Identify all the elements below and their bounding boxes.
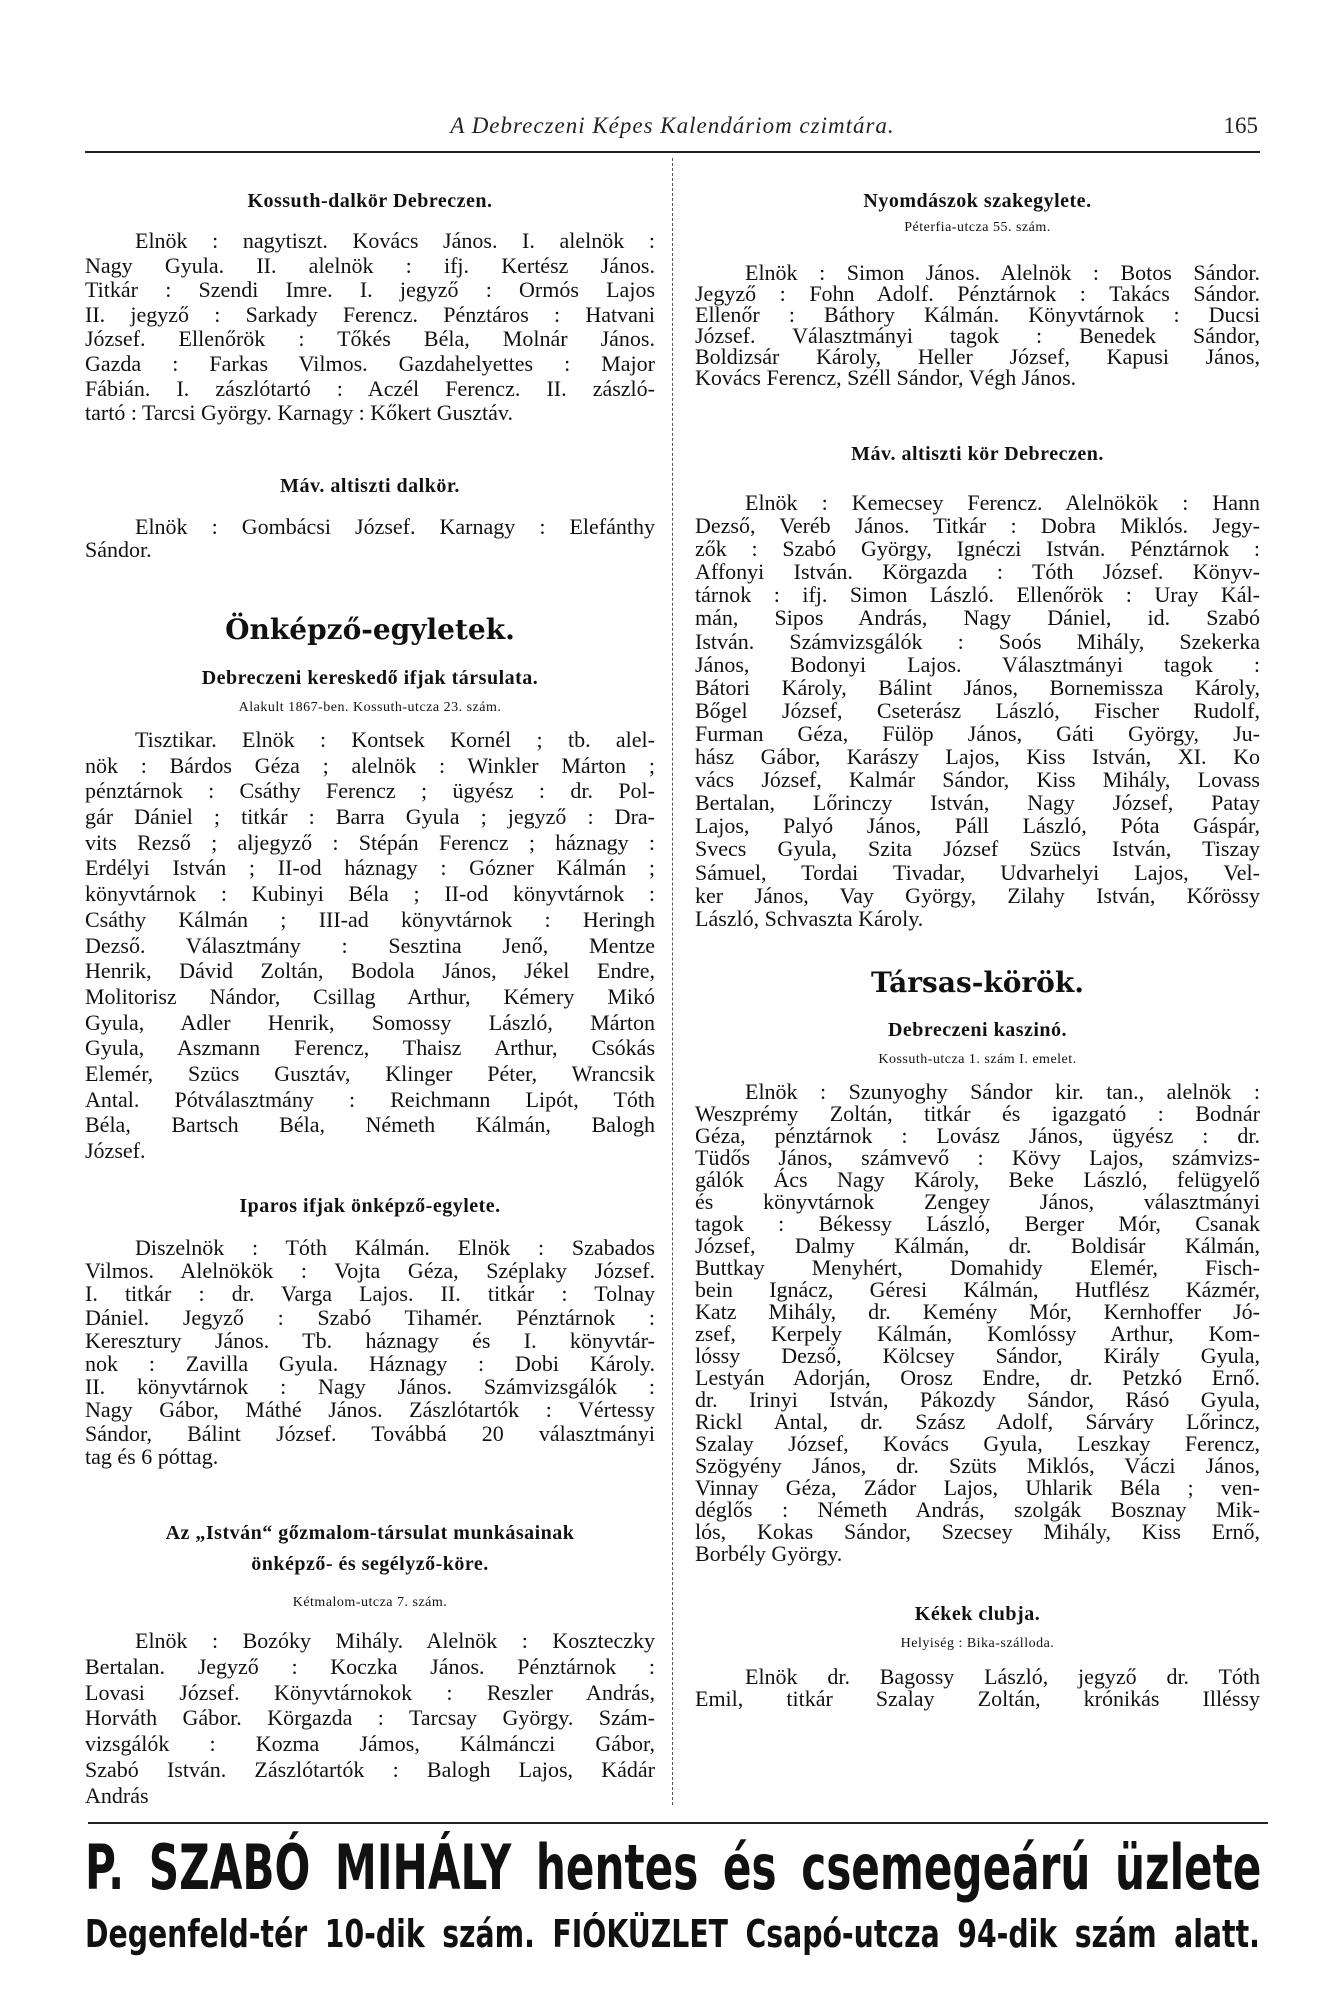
section-heading: Máv. altiszti kör Debreczen. <box>851 443 1104 465</box>
text-line: lóssy Dezső, Kölcsey Sándor, Király Gyula, <box>695 1343 1260 1368</box>
text-line: Erdélyi István ; II-od háznagy : Gózner Kálmán ; <box>85 855 655 881</box>
text-line: hász Gábor, Karászy Lajos, Kiss István, XI. Ko <box>695 744 1260 770</box>
text-line: Tüdős János, számvevő : Kövy Lajos, számvizs- <box>695 1145 1260 1170</box>
text-line: Dániel. Jegyző : Szabó Tihamér. Pénztárnok : <box>85 1304 655 1330</box>
text-line: Gyula, Aszmann Ferencz, Thaisz Arthur, Csókás <box>85 1035 655 1061</box>
text-line: zsef, Kerpely Kálmán, Komlóssy Arthur, Kom- <box>695 1321 1260 1346</box>
text-line: Sándor, Bálint József. Továbbá 20 választmányi <box>85 1420 655 1446</box>
section-body <box>85 727 655 1164</box>
text-line: Molitorisz Nándor, Csillag Arthur, Kémery Mikó <box>85 983 655 1009</box>
text-line: bein Ignácz, Géresi Kálmán, Hutflész Kázmér, <box>695 1277 1260 1302</box>
text-line: Henrik, Dávid Zoltán, Bodola János, Jékel Endre, <box>85 958 655 984</box>
section-body <box>85 229 655 426</box>
text-line: Szögyény János, dr. Szüts Miklós, Váczi János, <box>695 1453 1260 1478</box>
text-line: Lajos, Palyó János, Páll László, Póta Gáspár, <box>695 813 1260 839</box>
section-body <box>85 1628 655 1809</box>
text-line: János, Bodonyi Lajos. Választmányi tagok : <box>695 651 1260 677</box>
text-line: Elnök : Simon János. Alelnök : Botos Sándor. <box>745 260 1260 285</box>
section-body <box>85 1236 655 1468</box>
section-body <box>695 1081 1260 1565</box>
section-heading: Debreczeni kereskedő ifjak társulata. <box>201 667 539 689</box>
section-address: Kétmalom-utcza 7. szám. <box>292 1595 448 1610</box>
text-line: nok : Zavilla Gyula. Háznagy : Dobi Károly. <box>85 1350 655 1376</box>
text-line: András <box>85 1782 149 1808</box>
text-line: Rickl Antal, dr. Szász Adolf, Sárváry Lőrincz, <box>695 1409 1260 1434</box>
section-body <box>85 515 655 561</box>
text-line: László, Schvaszta Károly. <box>695 905 924 931</box>
text-line: tagok : Békessy László, Berger Mór, Csanak <box>695 1211 1260 1236</box>
text-line: és könyvtárnok Zengey János, választmányi <box>695 1189 1260 1214</box>
text-line: tartó : Tarcsi György. Karnagy : Kőkert Gusztáv. <box>85 400 513 426</box>
text-line: Kovács Ferencz, Széll Sándor, Végh János. <box>695 365 1077 390</box>
text-line: Elnök : Gombácsi József. Karnagy : Elefánthy <box>135 514 655 539</box>
header-rule <box>85 151 1260 153</box>
text-line: I. titkár : dr. Varga Lajos. II. titkár : Tolnay <box>85 1281 655 1307</box>
text-line: Szabó István. Zászlótartók : Balogh Lajos, Kádár <box>85 1756 655 1782</box>
text-line: Vilmos. Alelnökök : Vojta Géza, Széplaky József. <box>85 1258 655 1284</box>
advertisement-title: P. SZABÓ MIHÁLY hentes és csemegeárú üzlete <box>85 1831 1262 1904</box>
text-line: pénztárnok : Csáthy Ferencz ; ügyész : dr. Pol- <box>85 778 655 804</box>
text-line: Affonyi István. Körgazda : Tóth József. Könyv- <box>695 559 1260 585</box>
text-line: Gazda : Farkas Vilmos. Gazdahelyettes : Major <box>85 350 655 376</box>
text-line: Weszprémy Zoltán, titkár és igazgató : Bodnár <box>695 1101 1260 1126</box>
section-heading: Debreczeni kaszinó. <box>887 1019 1068 1041</box>
text-line: Diszelnök : Tóth Kálmán. Elnök : Szabados <box>135 1235 655 1260</box>
section-heading-cont: önképző- és segélyző-köre. <box>251 1553 489 1575</box>
chapter-heading: Önképző-egyletek. <box>225 613 515 646</box>
text-line: Csáthy Kálmán ; III-ad könyvtárnok : Heringh <box>85 906 655 932</box>
text-line: II. könyvtárnok : Nagy János. Számvizsgálók : <box>85 1374 655 1400</box>
text-line: dr. Irinyi István, Pákozdy Sándor, Rásó Gyula, <box>695 1387 1260 1412</box>
text-line: Bőgel József, Cseterász László, Fischer Rudolf, <box>695 697 1260 723</box>
text-line: Bertalan, Lőrinczy István, Nagy József, Patay <box>695 790 1260 816</box>
text-line: vács József, Kalmár Sándor, Kiss Mihály, Lovass <box>695 767 1260 793</box>
text-line: József, Dalmy Kálmán, dr. Boldisár Kálmán, <box>695 1233 1260 1258</box>
text-line: Dezső. Választmány : Sesztina Jenő, Mentze <box>85 932 655 958</box>
chapter-heading: Társas-körök. <box>871 966 1084 999</box>
section-heading: Nyomdászok szakegylete. <box>863 190 1092 212</box>
text-line: zők : Szabó György, Ignéczi István. Pénztárnok : <box>695 536 1260 562</box>
text-line: Horváth Gábor. Körgazda : Tarcsay György. Szám- <box>85 1705 655 1731</box>
text-line: Sámuel, Tordai Tivadar, Udvarhelyi Lajos, Vel- <box>695 859 1260 885</box>
text-line: Elnök : nagytiszt. Kovács János. I. alelnök : <box>135 228 655 253</box>
text-line: István. Számvizsgálók : Soós Mihály, Szekerka <box>695 628 1260 654</box>
text-line: József. Választmányi tagok : Benedek Sándor, <box>695 323 1260 348</box>
text-line: gálók Ács Nagy Károly, Beke László, felügyelő <box>695 1167 1260 1192</box>
text-line: Ellenőr : Báthory Kálmán. Könyvtárnok : Ducsi <box>695 302 1260 327</box>
text-line: ker János, Vay György, Zilahy István, Kőrössy <box>695 882 1260 908</box>
section-address: Alakult 1867-ben. Kossuth-utcza 23. szám. <box>238 700 502 715</box>
page-number: 165 <box>1223 113 1258 138</box>
section-heading: Iparos ifjak önképző-egylete. <box>239 1195 501 1217</box>
text-line: Vinnay Géza, Zádor Lajos, Uhlarik Béla ; ven- <box>695 1475 1260 1500</box>
text-line: nök : Bárdos Géza ; alelnök : Winkler Márton ; <box>85 752 655 778</box>
section-body <box>695 491 1260 930</box>
text-line: József. <box>85 1138 146 1163</box>
section-body <box>695 262 1260 388</box>
text-line: vizsgálók : Kozma Jámos, Kálmánczi Gábor, <box>85 1731 655 1757</box>
text-line: tárnok : ifj. Simon László. Ellenőrök : Uray Kál- <box>695 582 1260 608</box>
text-line: mán, Sipos András, Nagy Dániel, id. Szabó <box>695 605 1260 631</box>
advertisement-subtitle: Degenfeld-tér 10-dik szám. FIÓKÜZLET Csapó-utcza 94-dik szám alatt. <box>85 1912 1260 1956</box>
text-line: Elnök : Bozóky Mihály. Alelnök : Koszteczky <box>135 1628 655 1653</box>
text-line: Antal. Pótválasztmány : Reichmann Lipót, Tóth <box>85 1086 655 1112</box>
section-address: Péterfia-utcza 55. szám. <box>904 220 1051 235</box>
section-heading: Kossuth-dalkör Debreczen. <box>247 190 493 212</box>
text-line: Béla, Bartsch Béla, Németh Kálmán, Balogh <box>85 1112 655 1138</box>
text-line: tag és 6 póttag. <box>85 1443 219 1469</box>
section-address: Kossuth-utcza 1. szám I. emelet. <box>878 1052 1077 1067</box>
text-line: Bátori Károly, Bálint János, Bornemissza Károly, <box>695 674 1260 700</box>
text-line: Elnök : Szunyoghy Sándor kir. tan., alelnök : <box>745 1079 1260 1104</box>
section-heading: Az „István“ gőzmalom-társulat munkásainak <box>165 1522 575 1544</box>
text-line: Katz Mihály, dr. Kemény Mór, Kernhoffer Jó- <box>695 1299 1260 1324</box>
text-line: Emil, titkár Szalay Zoltán, krónikás Illéssy <box>695 1686 1260 1711</box>
text-line: Fábián. I. zászlótartó : Aczél Ferencz. II. zászló- <box>85 375 655 401</box>
text-line: Keresztury János. Tb. háznagy és I. könyvtár- <box>85 1327 655 1353</box>
text-line: Sándor. <box>85 537 152 562</box>
text-line: könyvtárnok : Kubinyi Béla ; II-od könyvtárnok : <box>85 881 655 907</box>
text-line: vits Rezső ; aljegyző : Stépán Ferencz ; háznagy : <box>85 829 655 855</box>
text-line: Elnök dr. Bagossy László, jegyző dr. Tóth <box>745 1664 1260 1689</box>
text-line: Svecs Gyula, Szita József Szücs István, Tiszay <box>695 836 1260 862</box>
text-line: Elnök : Kemecsey Ferencz. Alelnökök : Hann <box>745 490 1260 515</box>
section-body <box>695 1666 1260 1710</box>
advertisement-rule <box>88 1822 1268 1824</box>
text-line: Nagy Gábor, Máthé János. Zászlótartók : Vértessy <box>85 1397 655 1423</box>
section-heading: Kékek clubja. <box>914 1603 1041 1625</box>
text-line: Elemér, Szücs Gusztáv, Klinger Péter, Wrancsik <box>85 1060 655 1086</box>
running-title: A Debreczeni Képes Kalendáriom czimtára. <box>450 113 895 138</box>
text-line: Géza, pénztárnok : Lovász János, ügyész : dr. <box>695 1123 1260 1148</box>
text-line: József. Ellenőrök : Tőkés Béla, Molnár János. <box>85 326 655 352</box>
text-line: Lovasi József. Könyvtárnokok : Reszler András, <box>85 1679 655 1705</box>
text-line: Jegyző : Fohn Adolf. Pénztárnok : Takács Sándor. <box>695 281 1260 306</box>
text-line: Buttkay Menyhért, Domahidy Elemér, Fisch- <box>695 1255 1260 1280</box>
text-line: Bertalan. Jegyző : Koczka János. Pénztárnok : <box>85 1653 655 1679</box>
text-line: Gyula, Adler Henrik, Somossy László, Márton <box>85 1009 655 1035</box>
text-line: gár Dániel ; titkár : Barra Gyula ; jegyző : Dra- <box>85 804 655 830</box>
section-heading: Máv. altiszti dalkör. <box>280 475 460 497</box>
text-line: Dezső, Veréb János. Titkár : Dobra Miklós. Jegy- <box>695 513 1260 539</box>
text-line: lós, Kokas Sándor, Szecsey Mihály, Kiss Ernő, <box>695 1519 1260 1544</box>
text-line: déglős : Németh András, szolgák Bosznay Mik- <box>695 1497 1260 1522</box>
text-line: Szalay József, Kovács Gyula, Leszkay Ferencz, <box>695 1431 1260 1456</box>
section-address: Helyiség : Bika-szálloda. <box>900 1636 1055 1651</box>
text-line: Boldizsár Károly, Heller József, Kapusi János, <box>695 344 1260 369</box>
text-line: II. jegyző : Sarkady Ferencz. Pénztáros : Hatvani <box>85 301 655 327</box>
text-line: Lestyán Adorján, Orosz Endre, dr. Petzkó Ernő. <box>695 1365 1260 1390</box>
text-line: Titkár : Szendi Imre. I. jegyző : Ormós Lajos <box>85 277 655 303</box>
text-line: Borbély György. <box>695 1541 843 1566</box>
text-line: Furman Géza, Fülöp János, Gáti György, Ju- <box>695 720 1260 746</box>
text-line: Nagy Gyula. II. alelnök : ifj. Kertész János. <box>85 252 655 278</box>
text-line: Tisztikar. Elnök : Kontsek Kornél ; tb. alel- <box>135 727 655 752</box>
column-divider <box>672 158 673 1805</box>
